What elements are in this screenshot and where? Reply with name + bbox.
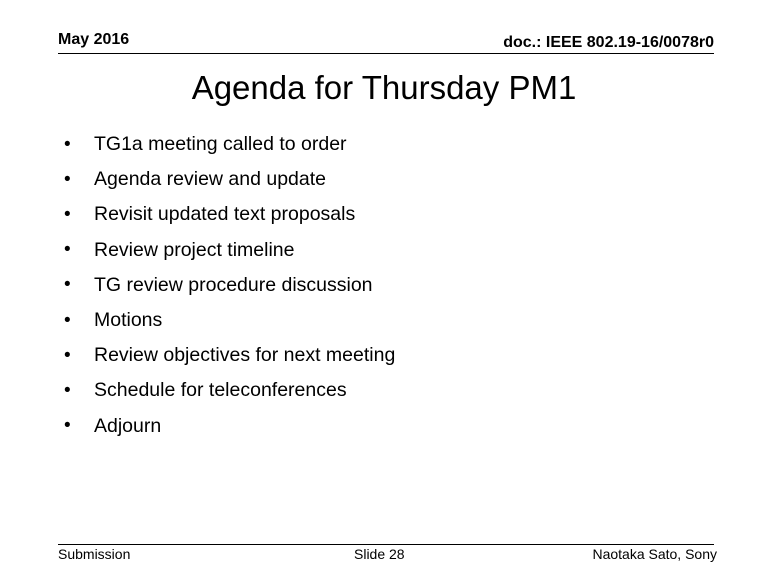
- agenda-item-text: Motions: [94, 309, 163, 332]
- agenda-item: [64, 338, 395, 373]
- agenda-item-text: Schedule for teleconferences: [94, 379, 347, 402]
- bullet-icon: •: [64, 415, 71, 437]
- bullet-icon: •: [64, 274, 71, 296]
- agenda-item-text: Review objectives for next meeting: [94, 344, 396, 367]
- footer-slide-number: Slide 28: [354, 546, 405, 562]
- header-divider: [58, 53, 714, 54]
- agenda-item: [64, 197, 395, 232]
- footer-divider: [58, 544, 714, 545]
- bullet-icon: •: [64, 239, 71, 261]
- agenda-item: [64, 303, 395, 338]
- bullet-icon: •: [64, 344, 71, 366]
- bullet-icon: •: [64, 168, 71, 190]
- bullet-icon: •: [64, 379, 71, 401]
- agenda-item-text: Agenda review and update: [94, 168, 327, 191]
- agenda-item-text: TG1a meeting called to order: [94, 133, 347, 156]
- agenda-item-text: TG review procedure discussion: [94, 273, 373, 296]
- agenda-item: [64, 233, 395, 268]
- agenda-item: [64, 268, 395, 303]
- footer-author: Naotaka Sato, Sony: [592, 546, 717, 562]
- footer-submission: Submission: [58, 546, 131, 562]
- bullet-icon: •: [64, 203, 71, 225]
- bullet-icon: •: [64, 133, 71, 155]
- agenda-item-text: Revisit updated text proposals: [94, 203, 356, 226]
- header-date: May 2016: [58, 31, 130, 48]
- agenda-item: [64, 127, 395, 162]
- agenda-item-text: Adjourn: [94, 414, 162, 437]
- slide-title: Agenda for Thursday PM1: [191, 69, 577, 106]
- agenda-list: [64, 127, 395, 444]
- agenda-item: [64, 162, 395, 197]
- agenda-item-text: Review project timeline: [94, 238, 295, 261]
- bullet-icon: •: [64, 309, 71, 331]
- agenda-item: [64, 409, 395, 444]
- header-doc-id: doc.: IEEE 802.19-16/0078r0: [503, 34, 714, 51]
- agenda-item: [64, 373, 395, 408]
